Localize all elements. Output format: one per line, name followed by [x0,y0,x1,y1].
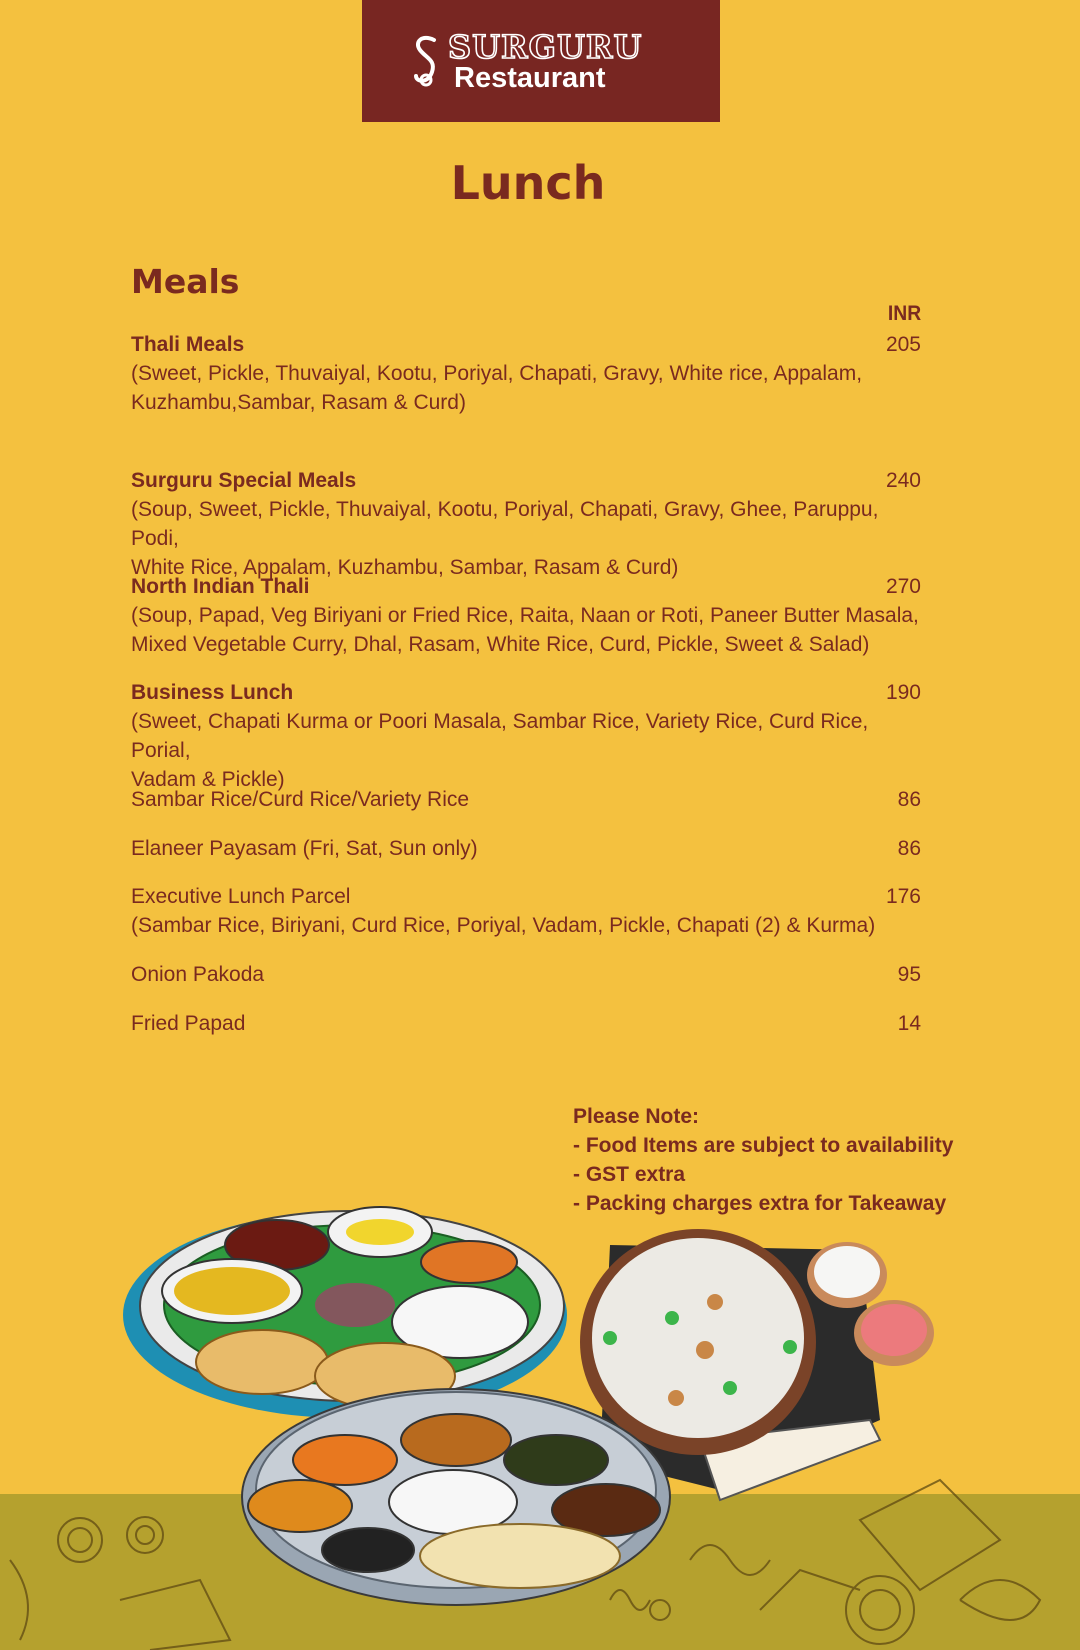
item-price: 190 [885,681,921,704]
item-name: Thali Meals [131,333,245,356]
item-price: 86 [897,837,921,860]
item-price: 240 [885,469,921,492]
item-price: 86 [897,788,921,811]
item-desc: Kuzhambu,Sambar, Rasam & Curd) [131,391,466,414]
steel-thali-illustration [242,1389,670,1605]
note-line: - GST extra [573,1163,686,1186]
item-desc: Mixed Vegetable Curry, Dhal, Rasam, White Rice, Curd, Pickle, Sweet & Salad) [131,633,870,656]
item-price: 205 [885,333,921,356]
item-name: Fried Papad [131,1012,246,1035]
section-title: Meals [131,262,240,301]
item-price: 95 [897,963,921,986]
item-name: Surguru Special Meals [131,469,357,492]
currency-label: INR [887,302,921,325]
item-desc: (Sambar Rice, Biriyani, Curd Rice, Poriyal, Vadam, Pickle, Chapati (2) & Kurma) [131,914,876,937]
note-line: - Packing charges extra for Takeaway [573,1192,947,1215]
thali-plate-illustration [123,1207,567,1418]
item-desc: (Sweet, Pickle, Thuvaiyal, Kootu, Poriyal, Chapati, Gravy, White rice, Appalam, [131,362,863,385]
item-name: Onion Pakoda [131,963,265,986]
item-desc: (Soup, Papad, Veg Biriyani or Fried Rice, Raita, Naan or Roti, Paneer Butter Masala, [131,604,919,627]
item-name: Business Lunch [131,681,294,704]
note-line: - Food Items are subject to availability [573,1134,954,1157]
item-name: Sambar Rice/Curd Rice/Variety Rice [131,788,470,811]
brand-subtitle: Restaurant [454,62,606,94]
brand-name: SURGURU [448,28,643,66]
item-name: Elaneer Payasam (Fri, Sat, Sun only) [131,837,478,860]
item-desc: (Soup, Sweet, Pickle, Thuvaiyal, Kootu, Poriyal, Chapati, Gravy, Ghee, Paruppu, Podi, [131,498,879,550]
item-desc: White Rice, Appalam, Kuzhambu, Sambar, Rasam & Curd) [131,556,679,579]
item-desc: (Sweet, Chapati Kurma or Poori Masala, Sambar Rice, Variety Rice, Curd Rice, Porial, [131,710,869,762]
page-title: Lunch [450,156,606,210]
item-desc: Vadam & Pickle) [131,768,285,791]
note-title: Please Note: [573,1105,700,1128]
item-price: 14 [897,1012,921,1035]
item-name: Executive Lunch Parcel [131,885,351,908]
item-price: 270 [885,575,921,598]
item-name: North Indian Thali [131,575,310,598]
item-price: 176 [885,885,921,908]
